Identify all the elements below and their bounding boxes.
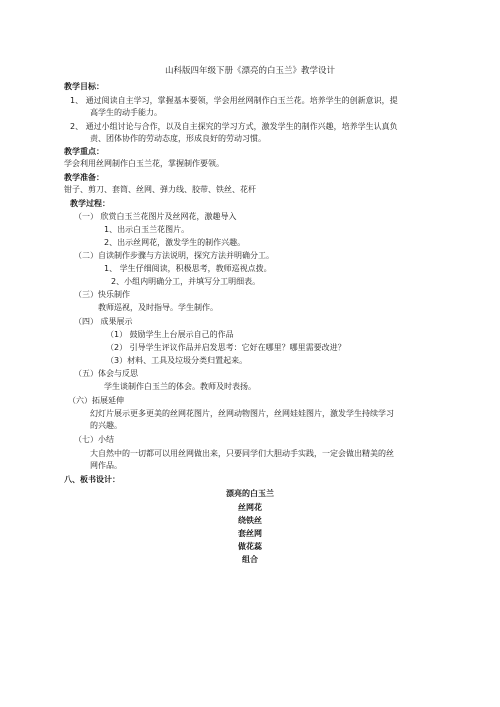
step-4-item-2: （2） 引导学生评议作品并启发思考：它好在哪里？哪里需要改进？	[106, 343, 346, 352]
board-line-1: 漂亮的白玉兰	[226, 489, 274, 498]
step-1-item-2: 2、出示丝网花，激发学生的制作兴趣。	[104, 238, 246, 247]
step-4-heading: （四） 成果展示	[74, 317, 133, 326]
board-line-5: 做花蕊	[238, 542, 262, 551]
step-7-line-2: 网作品。	[90, 461, 122, 470]
step-5-heading: （五）体会与反思	[74, 369, 138, 378]
prep-text: 钳子、剪刀、套筒、丝网、弹力线、胶带、铁丝、花杆	[64, 185, 256, 194]
step-1-heading: （一） 欣赏白玉兰花图片及丝网花，激趣导入	[74, 212, 237, 221]
step-1-item-1: 1、出示白玉兰花图片。	[104, 225, 190, 234]
key-points-heading: 教学重点：	[64, 147, 104, 156]
goal-1-line-2: 高学生的动手能力。	[90, 108, 162, 117]
step-3-item-1: 教师巡视，及时指导。学生制作。	[98, 303, 218, 312]
step-6-line-2: 的兴趣。	[90, 421, 122, 430]
key-points-text: 学会利用丝网制作白玉兰花，掌握制作要领。	[64, 159, 224, 168]
step-6-line-1: 幻灯片展示更多更美的丝网花图片，丝网动物图片，丝网娃娃图片，激发学生持续学习	[90, 409, 394, 418]
step-7-line-1: 大自然中的一切都可以用丝网做出来，只要同学们大胆动手实践，一定会做出精美的丝	[90, 449, 394, 458]
step-4-item-1: （1） 鼓励学生上台展示自己的作品	[106, 330, 234, 339]
goals-heading: 教学目标：	[64, 82, 104, 91]
step-4-item-3: （3）材料、工具及垃圾分类归置起来。	[106, 356, 248, 365]
step-2-item-1: 1、 学生仔细阅读，积极思考，教师巡视点拨。	[104, 264, 272, 273]
step-3-heading: （三）快乐制作	[74, 290, 130, 299]
board-line-6: 组合	[242, 555, 258, 564]
step-6-heading: （六）拓展延伸	[68, 396, 124, 405]
step-2-heading: （二）自读制作步骤与方法说明，探究方法并明确分工。	[74, 251, 274, 260]
process-heading: 教学过程：	[70, 199, 110, 208]
document-title: 山科版四年级下册《漂亮的白玉兰》教学设计	[164, 66, 335, 76]
prep-heading: 教学准备：	[64, 173, 104, 182]
board-line-3: 绕铁丝	[238, 516, 262, 525]
goal-2-line-2: 责、团体协作的劳动态度，形成良好的劳动习惯。	[90, 134, 266, 143]
board-heading: 八、板书设计：	[64, 475, 120, 484]
step-5-item-1: 学生谈制作白玉兰的体会。教师及时表扬。	[104, 382, 256, 391]
board-line-4: 套丝网	[238, 529, 262, 538]
goal-1-line-1: 1、 通过阅读自主学习，掌握基本要领，学会用丝网制作白玉兰花。培养学生的创新意识，提	[70, 96, 398, 105]
step-2-item-2: 2、小组内明确分工，并填写分工明细表。	[111, 277, 261, 286]
board-line-2: 丝网花	[238, 503, 262, 512]
step-7-heading: （七）小结	[74, 435, 114, 444]
goal-2-line-1: 2、 通过小组讨论与合作，以及自主探究的学习方式，激发学生的制作兴趣，培养学生认真负	[70, 122, 398, 131]
